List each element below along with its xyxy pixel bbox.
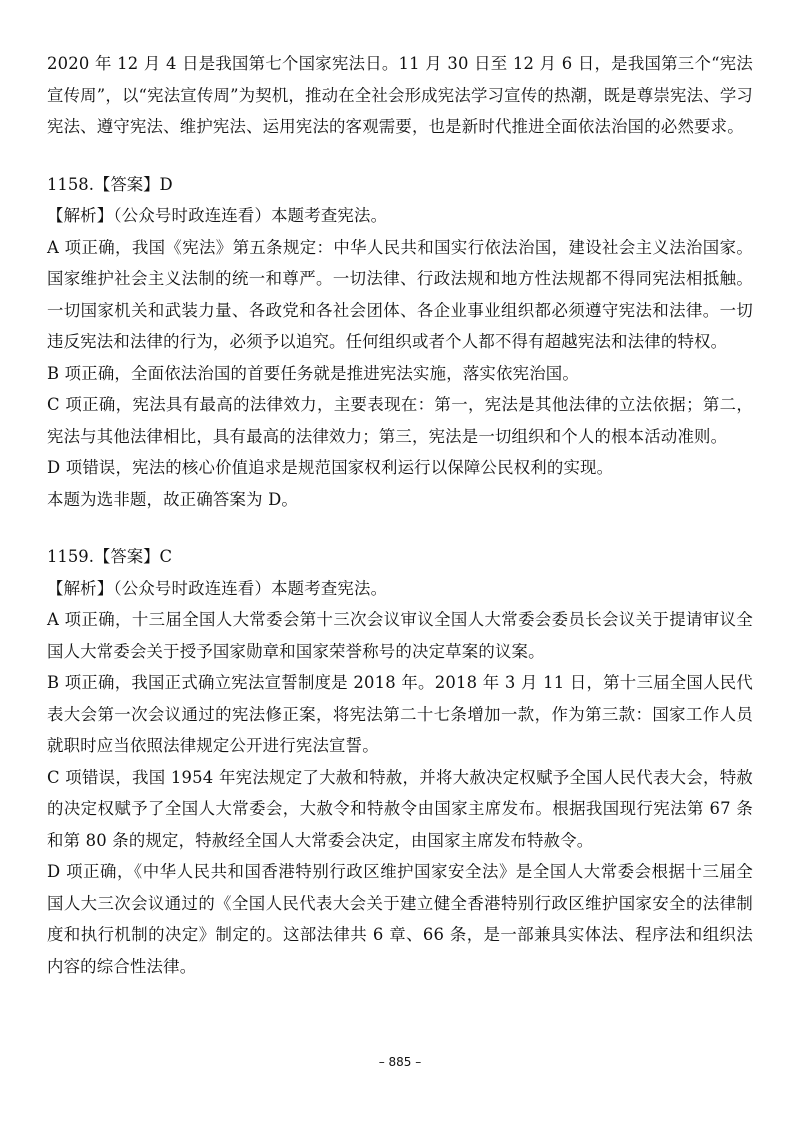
answer-1159-option-c: C 项错误，我国 1954 年宪法规定了大赦和特赦，并将大赦决定权赋予全国人民代表大会，特赦的决定权赋予了全国人大常委会，大赦令和特赦令由国家主席发布。根据我国现行宪法第 67 条和第 80 条的规定，特赦经全国人大常委会决定，由国家主席发布特赦令。 bbox=[47, 767, 753, 850]
intro-paragraph: 2020 年 12 月 4 日是我国第七个国家宪法日。11 月 30 日至 12 月 6 日，是我国第三个“宪法宣传周”，以“宪法宣传周”为契机，推动在全社会形成宪法学习宣传的热潮，既是尊崇宪法、学习宪法、遵守宪法、维护宪法、运用宪法的客观需要，也是新时代推进全面依法治国的必然要求。 bbox=[47, 54, 753, 136]
answer-1158-option-b: B 项正确，全面依法治国的首要任务就是推进宪法实施，落实依宪治国。 bbox=[47, 363, 579, 383]
answer-1158-conclusion: 本题为选非题，故正确答案为 D。 bbox=[47, 489, 299, 509]
answer-1159-analysis: 【解析】（公众号时政连连看）本题考查宪法。 bbox=[47, 578, 388, 598]
answer-1158-heading: 1158.【答案】D bbox=[47, 174, 173, 194]
answer-1159-option-a: A 项正确，十三届全国人大常委会第十三次会议审议全国人大常委会委员长会议关于提请审议全国人大常委会关于授予国家勋章和国家荣誉称号的决定草案的议案。 bbox=[47, 610, 753, 661]
answer-1158-option-d: D 项错误，宪法的核心价值追求是规范国家权利运行以保障公民权利的实现。 bbox=[47, 458, 614, 477]
answer-1158-option-a: A 项正确，我国《宪法》第五条规定：中华人民共和国实行依法治国，建设社会主义法治国家。国家维护社会主义法制的统一和尊严。一切法律、行政法规和地方性法规都不得同宪法相抵触。一切国家机关和武装力量、各政党和各社会团体、各企业事业组织都必须遵守宪法和法律。一切违反宪法和法律的行为，必须予以追究。任何组织或者个人都不得有超越宪法和法律的特权。 bbox=[47, 237, 753, 351]
answer-1159-heading: 1159.【答案】C bbox=[47, 547, 173, 566]
answer-1158-section bbox=[47, 169, 753, 516]
answer-1158-analysis: 【解析】（公众号时政连连看）本题考查宪法。 bbox=[47, 206, 388, 225]
section-spacer bbox=[47, 515, 753, 541]
page-number: – 885 – bbox=[378, 1055, 422, 1069]
answer-1159-section bbox=[47, 541, 753, 982]
document-page bbox=[47, 48, 753, 982]
answer-1159-option-d: D 项正确，《中华人民共和国香港特别行政区维护国家安全法》是全国人大常委会根据十三届全国人大三次会议通过的《全国人民代表大会关于建立健全香港特别行政区维护国家安全的法律制度和执行机制的决定》制定的。这部法律共 6 章、66 条，是一部兼具实体法、程序法和组织法内容的综合性法律。 bbox=[47, 862, 753, 976]
answer-1158-option-c: C 项正确，宪法具有最高的法律效力，主要表现在：第一，宪法是其他法律的立法依据；第二，宪法与其他法律相比，具有最高的法律效力；第三，宪法是一切组织和个人的根本活动准则。 bbox=[47, 395, 753, 446]
section-spacer bbox=[47, 143, 753, 169]
answer-1159-option-b: B 项正确，我国正式确立宪法宣誓制度是 2018 年。2018 年 3 月 11 日，第十三届全国人民代表大会第一次会议通过的宪法修正案，将宪法第二十七条增加一款，作为第三款：国家工作人员就职时应当依照法律规定公开进行宪法宣誓。 bbox=[47, 673, 753, 755]
